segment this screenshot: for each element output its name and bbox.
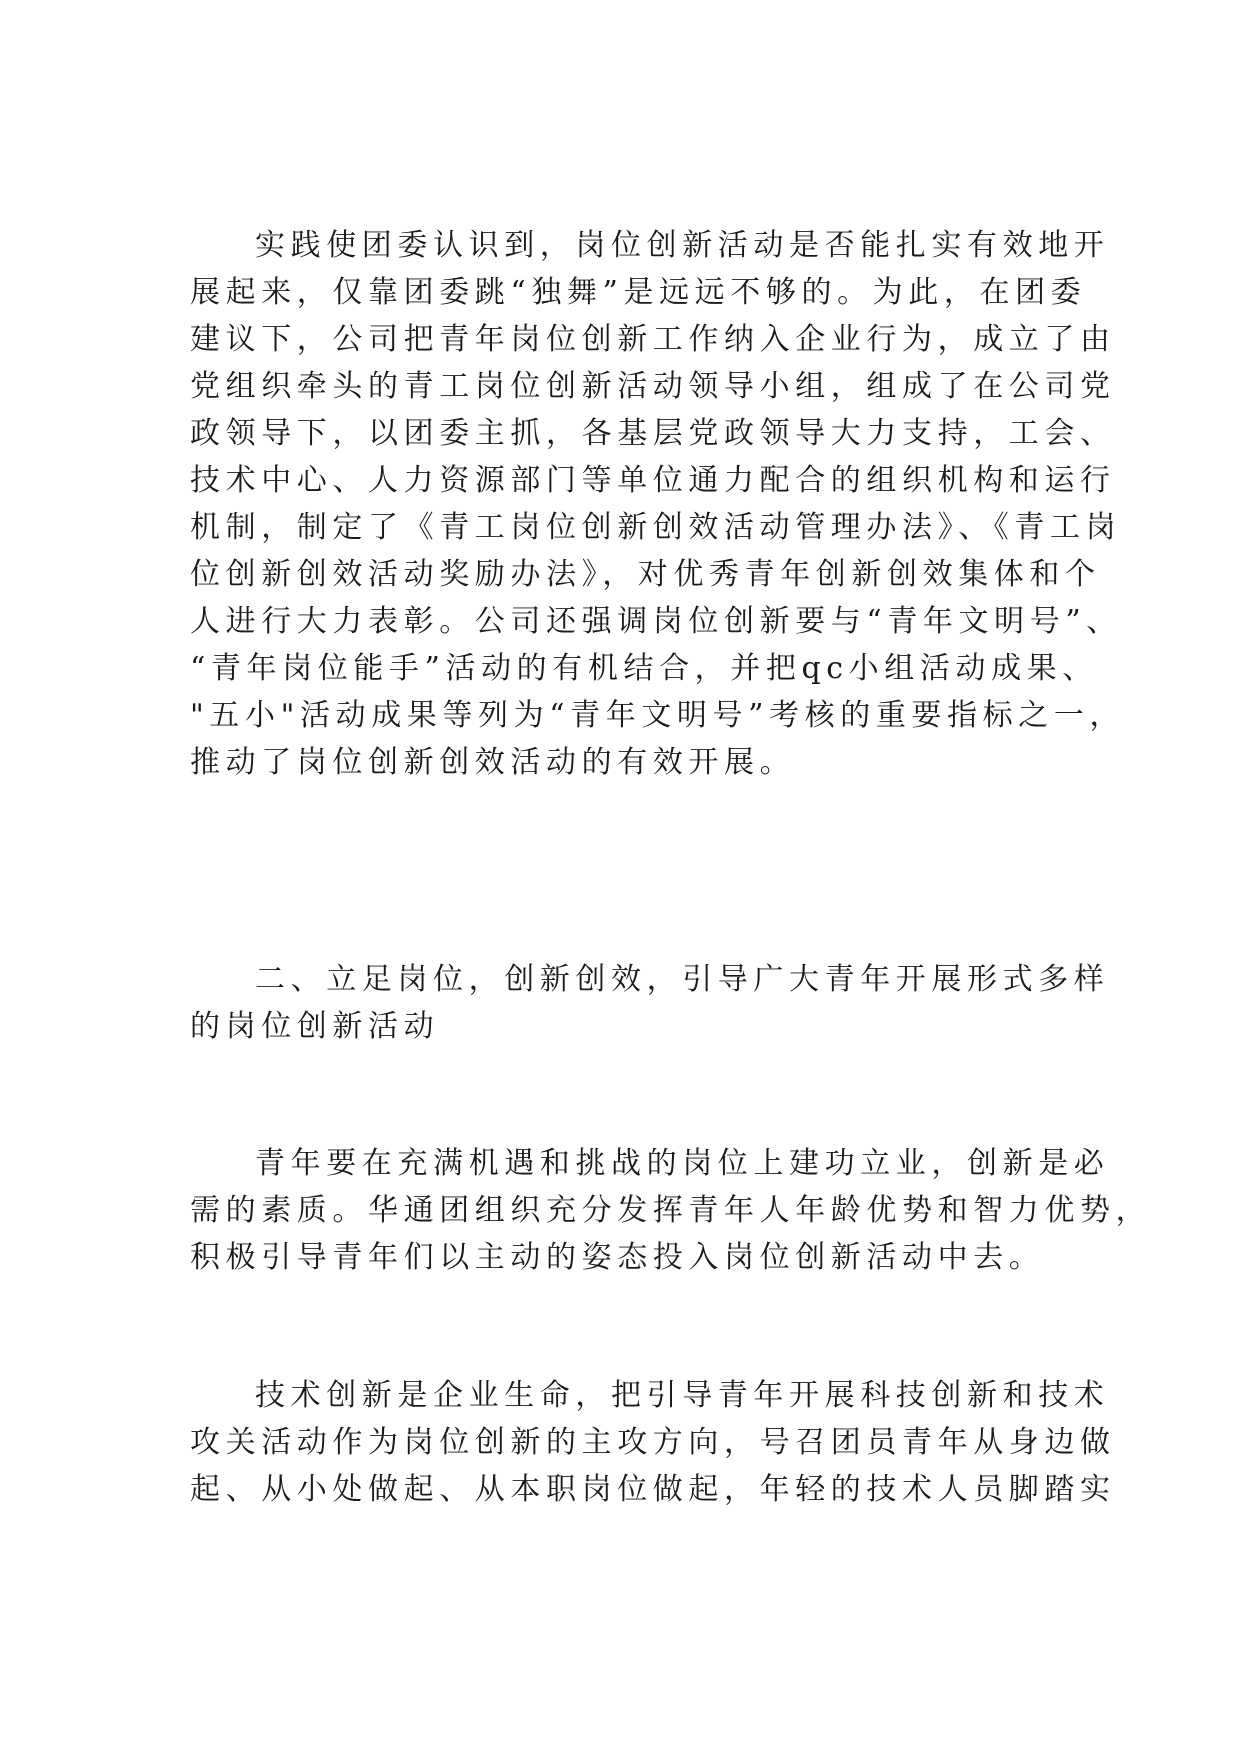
heading-line: 的岗位创新活动 (190, 1009, 440, 1044)
heading-line: 二、立足岗位，创新创效，引导广大青年开展形式多样 (255, 962, 1110, 997)
text-line: 人进行大力表彰。公司还强调岗位创新要与“青年文明号”、 (190, 604, 1122, 639)
paragraph-practice (190, 222, 1125, 786)
text-line: “青年岗位能手”活动的有机结合，并把qc小组活动成果、 (190, 651, 1098, 686)
text-line: 政领导下，以团委主抓，各基层党政领导大力支持，工会、 (190, 416, 1116, 451)
text-line: 位创新创效活动奖励办法》，对优秀青年创新创效集体和个 (190, 557, 1101, 592)
text-line: 起、从小处做起、从本职岗位做起，年轻的技术人员脚踏实 (190, 1472, 1116, 1507)
text-line: 技术创新是企业生命，把引导青年开展科技创新和技术 (255, 1378, 1110, 1413)
text-line: 党组织牵头的青工岗位创新活动领导小组，组成了在公司党 (190, 369, 1116, 404)
text-line: 展起来，仅靠团委跳“独舞”是远远不够的。为此，在团委 (190, 275, 1087, 310)
text-line: 机制，制定了《青工岗位创新创效活动管理办法》、《青工岗 (190, 510, 1122, 545)
text-line: 技术中心、人力资源部门等单位通力配合的组织机构和运行 (190, 463, 1116, 498)
text-line: 建议下，公司把青年岗位创新工作纳入企业行为，成立了由 (190, 322, 1116, 357)
text-line: 攻关活动作为岗位创新的主攻方向，号召团员青年从身边做 (190, 1425, 1116, 1460)
paragraph-youth (190, 1140, 1151, 1281)
text-line: 青年要在充满机遇和挑战的岗位上建功立业，创新是必 (255, 1146, 1110, 1181)
text-line: 实践使团委认识到，岗位创新活动是否能扎实有效地开 (255, 228, 1110, 263)
text-line: 积极引导青年们以主动的姿态投入岗位创新活动中去。 (190, 1240, 1045, 1275)
text-line: 需的素质。华通团组织充分发挥青年人年龄优势和智力优势， (190, 1193, 1152, 1228)
paragraph-tech-innovation (190, 1372, 1116, 1513)
section-heading (190, 956, 1109, 1050)
text-line: 推动了岗位创新创效活动的有效开展。 (190, 745, 796, 780)
text-line: "五小"活动成果等列为“青年文明号”考核的重要指标之一， (190, 698, 1126, 733)
